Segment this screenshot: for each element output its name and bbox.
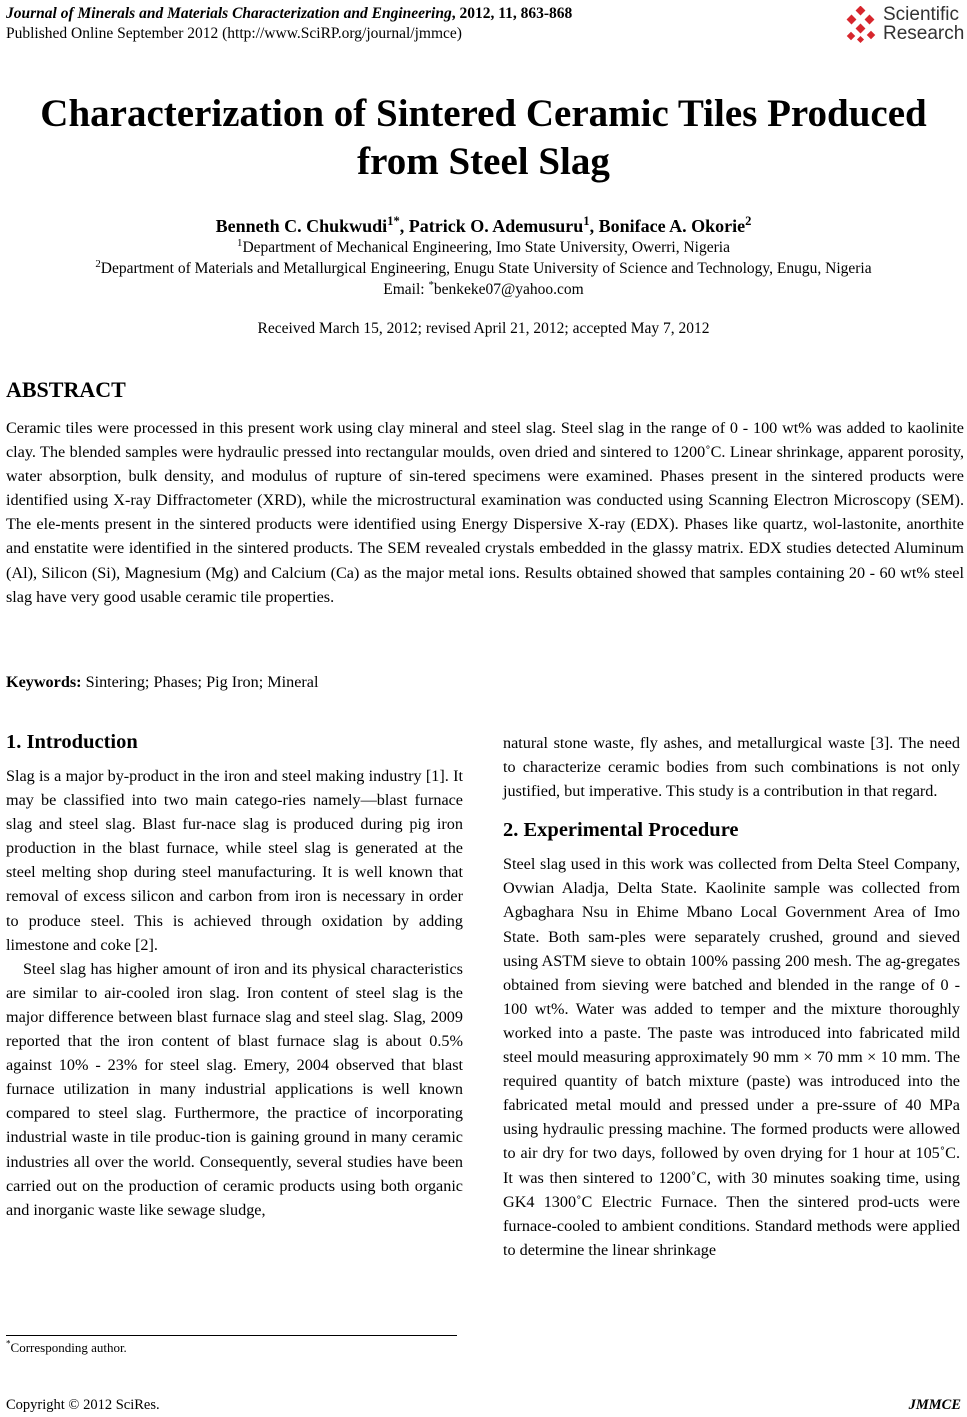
keywords — [6, 673, 318, 692]
right-column — [503, 731, 960, 1262]
author-sup: 1* — [387, 214, 400, 228]
footnote-sup: * — [6, 1338, 11, 1349]
author-sup: 1 — [583, 214, 590, 228]
abstract-heading: ABSTRACT — [6, 377, 126, 402]
affiliation-1 — [0, 238, 967, 258]
journal-volume: , 2012, 11, 863-868 — [451, 5, 573, 22]
affiliation-text: Department of Materials and Metallurgical Engineering, Enugu State University of Science and Technology, Enugu, Nigeria — [100, 260, 872, 277]
section-heading-introduction: 1. Introduction — [6, 731, 138, 753]
paper-title — [0, 90, 967, 186]
intro-paragraph-2: Steel slag has higher amount of iron and its physical characteristics are similar to air-cooled iron slag. Iron content of steel slag is the major difference between blast furnace slag and steel slag. Slag, 2009 reported that the iron content of blast furnace slag is about 0.5% against 10% - 23% for steel slag. Emery, 2004 observed that blast furnace utilization in many industrial applications is well known compared to steel slag. Furthermore, the practice of incorporating industrial waste in tile produc-tion is gaining ground in many ceramic industries all over the world. Consequently, several studies have been carried out on the production of ceramic products using both organic and inorganic waste like sewage sludge, — [6, 959, 463, 1219]
section-heading-experimental: 2. Experimental Procedure — [503, 819, 739, 842]
journal-code: JMMCE — [908, 1397, 961, 1413]
keywords-list: Sintering; Phases; Pig Iron; Mineral — [81, 673, 319, 691]
title-line-1: Characterization of Sintered Ceramic Tiles Produced — [40, 92, 927, 135]
published-online: Published Online September 2012 (http://www.SciRP.org/journal/jmmce) — [6, 25, 462, 42]
author-email — [0, 280, 967, 300]
affiliation-2 — [0, 259, 967, 279]
author-sup: 2 — [745, 214, 752, 228]
keywords-label: Keywords: — [6, 673, 82, 691]
scientific-research-logo-icon — [843, 6, 881, 44]
intro-paragraph-continued: natural stone waste, fly ashes, and metallurgical waste [3]. The need to characterize ceramic bodies from such combinations is not only justified, but imperative. This study is a contribution in that regard. — [503, 734, 960, 801]
left-column — [6, 728, 463, 1222]
abstract-text: Ceramic tiles were processed in this present work using clay mineral and steel slag. Steel slag in the range of 0 - 100 wt% was added to kaolinite clay. The blended samples were hydraulic pressed into rectangular moulds, oven dried and sintered to 1200˚C. Linear shrinkage, apparent porosity, water absorption, bulk density, and modulus of rupture of sin-tered specimens were examined. Phases present in the sintered products were identified using X-ray Diffractometer (XRD), while the microstructural examination was conducted using Scanning Electron Microscopy (SEM). The ele-ments present in the sintered products were identified using Energy Dispersive X-ray (EDX). Phases like quartz, wol-lastonite, anorthite and enstatite were identified in the sintered products. The SEM revealed crystals embedded in the glassy matrix. EDX studies detected Aluminum (Al), Silicon (Si), Magnesium (Mg) and Calcium (Ca) as the major metal ions. Results obtained showed that samples containing 20 - 60 wt% steel slag have very good usable ceramic tile properties. — [6, 419, 964, 606]
email-address[interactable]: benkeke07@yahoo.com — [433, 281, 584, 298]
intro-paragraph-1: Slag is a major by-product in the iron and steel making industry [1]. It may be classified into two main catego-ries namely—blast furnace slag and steel slag. Blast fur-nace slag is produced during pig iron production in the blast furnace, while steel slag is generated at the steel melting shop during steel manufacturing. It is well known that removal of excess silicon and carbon from iron is necessary in order to produce steel. This is achieved through oxidation by adding limestone and coke [2]. — [6, 767, 463, 954]
copyright: Copyright © 2012 SciRes. — [6, 1397, 160, 1413]
footnote — [6, 1340, 127, 1356]
logo-line-1: Scientific — [883, 4, 960, 25]
author-list — [0, 216, 967, 237]
footnote-text: Corresponding author. — [10, 1340, 127, 1355]
logo-line-2: Research — [883, 23, 965, 44]
affiliation-sup: 2 — [95, 257, 101, 270]
title-line-2: from Steel Slag — [357, 140, 610, 183]
email-sup: * — [428, 278, 434, 291]
author-name: Patrick O. Ademusuru — [408, 216, 584, 236]
logo-text — [883, 5, 964, 43]
journal-header — [6, 4, 965, 48]
author-name: Benneth C. Chukwudi — [215, 216, 388, 236]
author-separator: , — [399, 216, 409, 236]
journal-name: Journal of Minerals and Materials Characterization and Engineering — [6, 5, 452, 22]
footnote-divider — [6, 1335, 457, 1336]
author-name: Boniface A. Okorie — [598, 216, 746, 236]
scientific-research-logo — [843, 4, 965, 46]
journal-citation — [6, 4, 961, 24]
affiliation-sup: 1 — [237, 236, 243, 249]
experimental-paragraph-1: Steel slag used in this work was collected from Delta Steel Company, Ovwian Aladja, Delta State. Kaolinite sample was collected from Agbaghara Nsu in Ehime Mbano Local Government Area of Imo State. Both sam-ples were separately crushed, ground and sieved using ASTM sieve to obtain 100% passing 200 mesh. The ag-gregates obtained from sieving were batched and blended in the range of 0 - 100 wt%. Water was added to temper and the mixture thoroughly worked into a paste. The paste was introduced into fabricated mild steel mould measuring approximately 90 mm × 70 mm × 10 mm. The required quantity of batch mixture (paste) was introduced into the fabricated metal mould and pressed under a pre-ssure of 40 MPa using hydraulic pressing machine. The formed products were allowed to air dry for two days, followed by oven drying for 1 hour at 105˚C. It was then sintered to 1200˚C, with 30 minutes soaking time, using GK4 1300˚C Electric Furnace. Then the sintered prod-ucts were furnace-cooled to ambient conditions. Standard methods were applied to determine the linear shrinkage — [503, 855, 960, 1259]
email-label: Email: — [383, 281, 429, 298]
author-separator: , — [589, 216, 599, 236]
received-dates: Received March 15, 2012; revised April 21, 2012; accepted May 7, 2012 — [257, 320, 710, 337]
affiliation-text: Department of Mechanical Engineering, Imo State University, Owerri, Nigeria — [242, 239, 730, 256]
